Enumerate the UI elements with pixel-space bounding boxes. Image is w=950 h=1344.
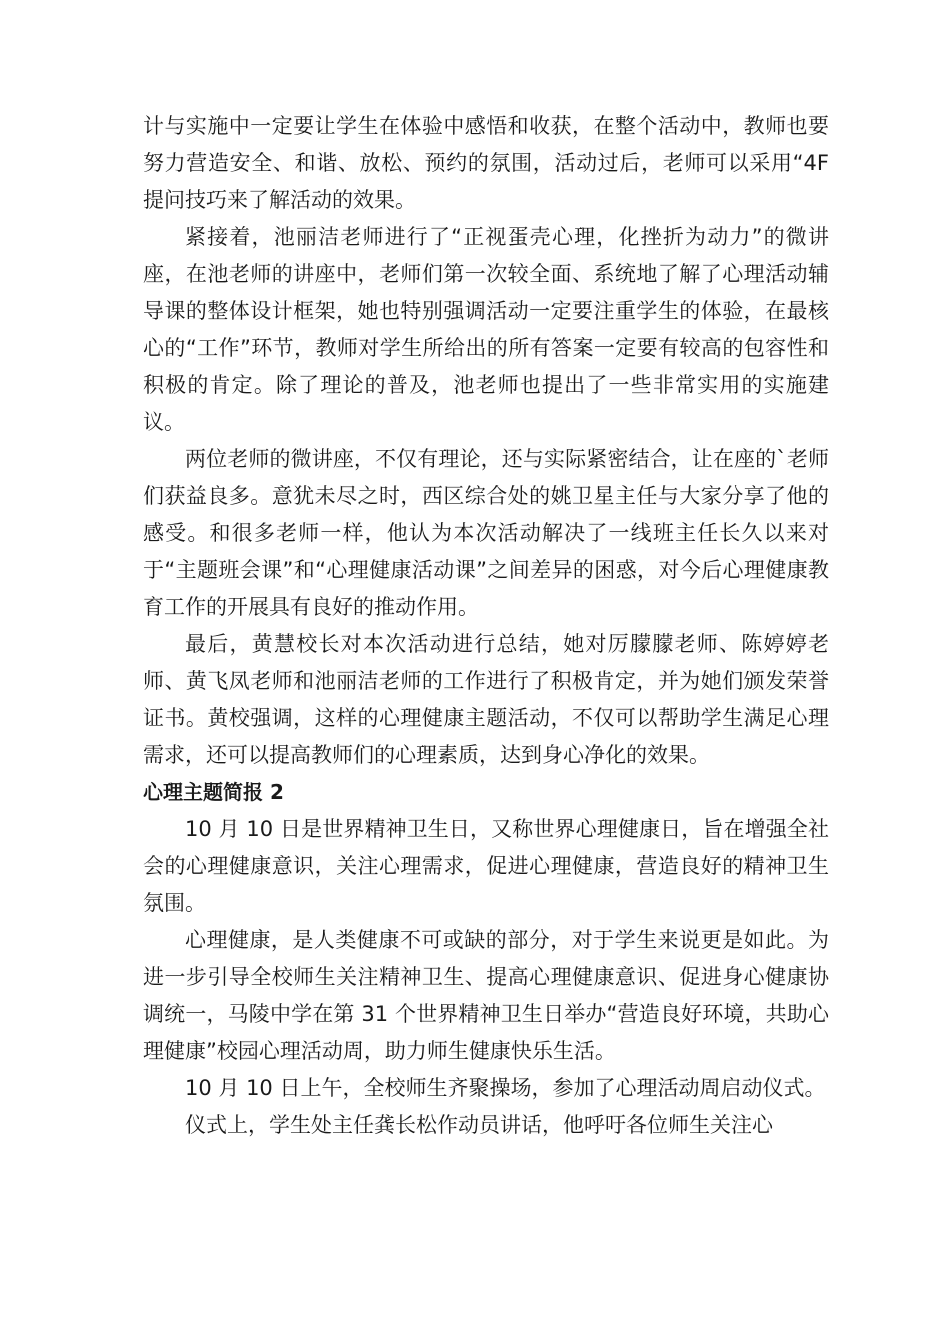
section-heading: 心理主题简报 2: [143, 780, 284, 804]
paragraph-two-lectures: 两位老师的微讲座，不仅有理论，还与实际紧密结合，让在座的`老师们获益良多。意犹未尽之时，西区综合处的姚卫星主任与大家分享了他的感受。和很多老师一样，他认为本次活动解决了一线班主任长久以来对于“主题班会课”和“心理健康活动课”之间差异的困惑，对今后心理健康教育工作的开展具有良好的推动作用。: [143, 447, 829, 619]
paragraph-summary: 最后，黄慧校长对本次活动进行总结，她对厉朦朦老师、陈婷婷老师、黄飞凤老师和池丽洁老师的工作进行了积极肯定，并为她们颁发荣誉证书。黄校强调，这样的心理健康主题活动，不仅可以帮助学生满足心理需求，还可以提高教师们的心理素质，达到身心净化的效果。: [143, 632, 829, 767]
paragraph-mental-health-week: 心理健康，是人类健康不可或缺的部分，对于学生来说更是如此。为进一步引导全校师生关注精神卫生、提高心理健康意识、促进身心健康协调统一，马陵中学在第 31 个世界精神卫生日举办“营造良好环境，共助心理健康”校园心理活动周，助力师生健康快乐生活。: [143, 928, 829, 1063]
paragraph-ceremony-speech: 仪式上，学生处主任龚长松作动员讲话，他呼吁各位师生关注心: [185, 1113, 773, 1137]
document-body: [143, 108, 829, 1144]
paragraph-continued: 计与实施中一定要让学生在体验中感悟和收获，在整个活动中，教师也要努力营造安全、和谐、放松、预约的氛围，活动过后，老师可以采用“4F 提问技巧来了解活动的效果。: [143, 114, 829, 212]
paragraph-opening-ceremony: 10 月 10 日上午，全校师生齐聚操场，参加了心理活动周启动仪式。: [185, 1076, 826, 1100]
paragraph-mental-health-day: 10 月 10 日是世界精神卫生日，又称世界心理健康日，旨在增强全社会的心理健康意识，关注心理需求，促进心理健康，营造良好的精神卫生氛围。: [143, 817, 829, 915]
paragraph-lecture-chi: 紧接着，池丽洁老师进行了“正视蛋壳心理，化挫折为动力”的微讲座，在池老师的讲座中，老师们第一次较全面、系统地了解了心理活动辅导课的整体设计框架，她也特别强调活动一定要注重学生的体验，在最核心的“工作”环节，教师对学生所给出的所有答案一定要有较高的包容性和积极的肯定。除了理论的普及，池老师也提出了一些非常实用的实施建议。: [143, 225, 829, 434]
